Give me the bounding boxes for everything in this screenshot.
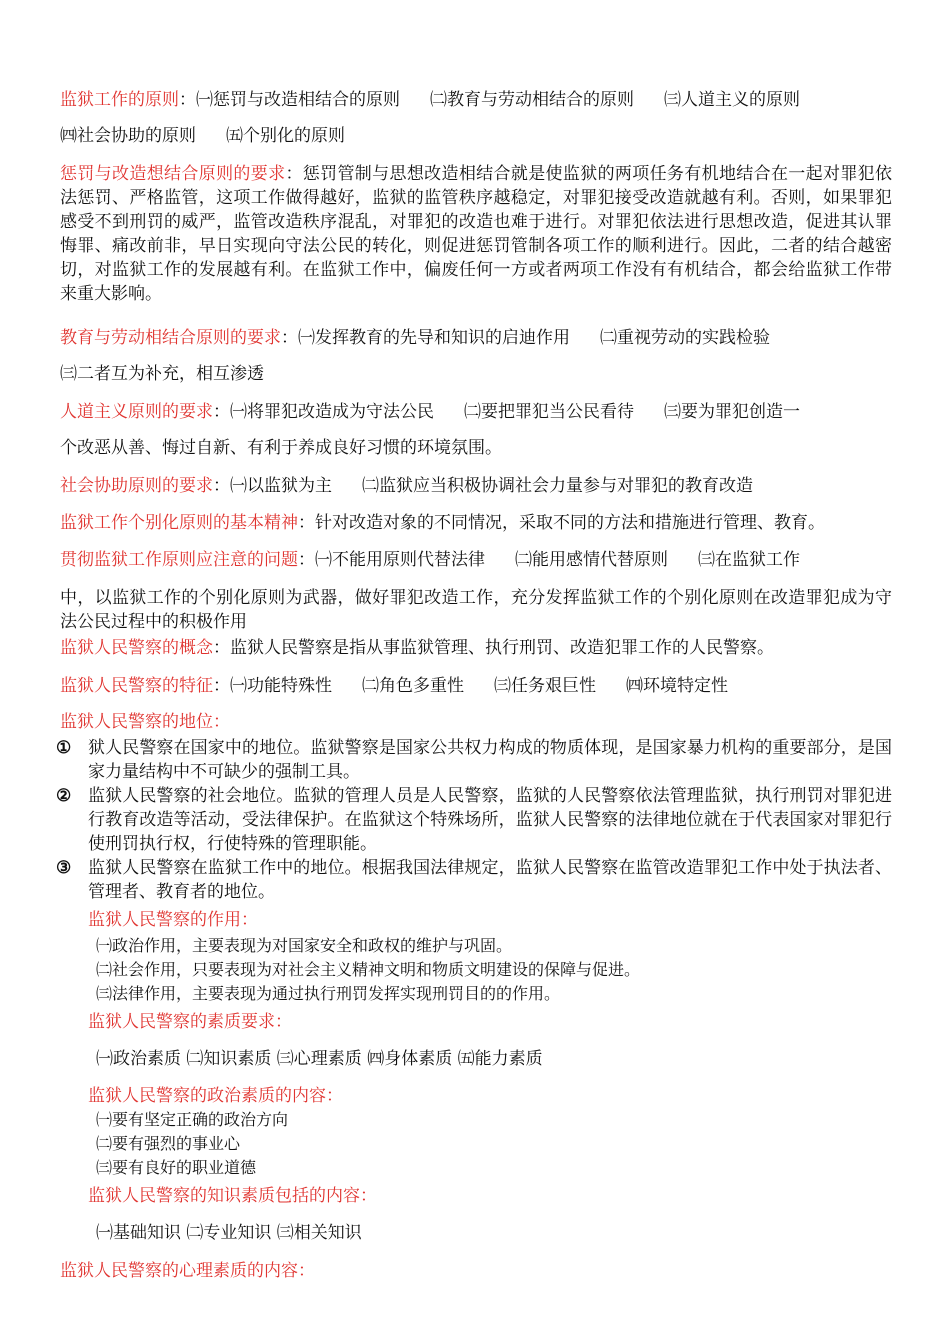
edu-labor-item: ㈠发挥教育的先导和知识的启迪作用 bbox=[298, 328, 570, 348]
political-list bbox=[96, 1108, 896, 1180]
concept-body: 监狱人民警察是指从事监狱管理、执行刑罚、改造犯罪工作的人民警察。 bbox=[230, 638, 774, 658]
role-list bbox=[96, 934, 896, 1006]
humanism-item: ㈢要为罪犯创造一 bbox=[664, 402, 800, 422]
feature-item: ㈣环境特定性 bbox=[626, 676, 728, 696]
features-title: 监狱人民警察的特征 bbox=[60, 676, 213, 696]
humanism-continuation: 个改恶从善、悔过自新、有利于养成良好习惯的环境氛围。 bbox=[60, 438, 502, 458]
status-list bbox=[56, 736, 892, 904]
knowledge-title: 监狱人民警察的知识素质包括的内容： bbox=[88, 1186, 377, 1206]
social-section: 社会协助原则的要求：㈠以监狱为主 ㈡监狱应当积极协调社会力量参与对罪犯的教育改造 bbox=[60, 476, 753, 496]
role-title: 监狱人民警察的作用： bbox=[88, 910, 258, 930]
individual-title: 监狱工作个别化原则的基本精神 bbox=[60, 513, 298, 533]
psych-title: 监狱人民警察的心理素质的内容： bbox=[60, 1261, 315, 1281]
punish-reform-section: 惩罚与改造想结合原则的要求：惩罚管制与思想改造相结合就是使监狱的两项任务有机地结合在一起对罪犯依法惩罚、严格监管，这项工作做得越好，监狱的监管秩序越稳定，对罪犯接受改造就越有利。否则，如果罪犯感受不到刑罚的威严，监管改造秩序混乱，对罪犯的改造也难于进行。对罪犯依法进行思想改造，促进其认罪悔罪、痛改前非，早日实现向守法公民的转化，则促进惩罚管制各项工作的顺利进行。因此，二者的结合越密切，对监狱工作的发展越有利。在监狱工作中，偏废任何一方或者两项工作没有有机结合，都会给监狱工作带来重大影响。 bbox=[60, 164, 893, 304]
edu-labor-item: ㈢二者互为补充，相互渗透 bbox=[60, 364, 264, 384]
attention-title: 贯彻监狱工作原则应注意的问题 bbox=[60, 550, 298, 570]
principles-line-1: 监狱工作的原则：㈠惩罚与改造相结合的原则 ㈡教育与劳动相结合的原则 ㈢人道主义的原则 bbox=[60, 90, 800, 110]
list-item: ㈡要有强烈的事业心 bbox=[96, 1134, 241, 1153]
individual-body: 针对改造对象的不同情况，采取不同的方法和措施进行管理、教育。 bbox=[315, 513, 825, 533]
principle-item: ㈣社会协助的原则 bbox=[60, 126, 196, 146]
list-item: ② 监狱人民警察的社会地位。监狱的管理人员是人民警察，监狱的人民警察依法管理监狱，执行刑罚对罪犯进行教育改造等活动，受法律保护。在监狱这个特殊场所，监狱人民警察的法律地位就在于代表国家对罪犯行使刑罚执行权，行使特殊的管理职能。 bbox=[56, 786, 892, 854]
punish-reform-title: 惩罚与改造想结合原则的要求 bbox=[60, 164, 286, 184]
edu-labor-title: 教育与劳动相结合原则的要求 bbox=[60, 328, 281, 348]
humanism-item: ㈠将罪犯改造成为守法公民 bbox=[230, 402, 434, 422]
principles-line-2 bbox=[60, 118, 892, 154]
principle-item: ㈡教育与劳动相结合的原则 bbox=[430, 90, 634, 110]
knowledge-line: ㈠基础知识 ㈡专业知识 ㈢相关知识 bbox=[96, 1223, 362, 1243]
edu-labor-item: ㈡重视劳动的实践检验 bbox=[600, 328, 770, 348]
attention-continuation: 中，以监狱工作的个别化原则为武器，做好罪犯改造工作，充分发挥监狱工作的个别化原则在改造罪犯成为守法公民过程中的积极作用 bbox=[60, 588, 892, 632]
social-item: ㈠以监狱为主 bbox=[230, 476, 332, 496]
list-item: ③ 监狱人民警察在监狱工作中的地位。根据我国法律规定，监狱人民警察在监管改造罪犯工作中处于执法者、管理者、教育者的地位。 bbox=[56, 858, 892, 902]
feature-item: ㈢任务艰巨性 bbox=[494, 676, 596, 696]
feature-item: ㈡角色多重性 bbox=[362, 676, 464, 696]
feature-item: ㈠功能特殊性 bbox=[230, 676, 332, 696]
attention-item: ㈢在监狱工作 bbox=[698, 550, 800, 570]
principle-item: ㈠惩罚与改造相结合的原则 bbox=[196, 90, 400, 110]
list-item: ㈠政治作用，主要表现为对国家安全和政权的维护与巩固。 bbox=[96, 936, 513, 955]
list-item: ㈡社会作用，只要表现为对社会主义精神文明和物质文明建设的保障与促进。 bbox=[96, 960, 641, 979]
individual-section: 监狱工作个别化原则的基本精神：针对改造对象的不同情况，采取不同的方法和措施进行管理、教育。 bbox=[60, 513, 825, 533]
principle-item: ㈢人道主义的原则 bbox=[664, 90, 800, 110]
principle-item: ㈤个别化的原则 bbox=[226, 126, 345, 146]
list-item: ① 狱人民警察在国家中的地位。监狱警察是国家公共权力构成的物质体现，是国家暴力机构的重要部分，是国家力量结构中不可缺少的强制工具。 bbox=[56, 738, 892, 782]
concept-section: 监狱人民警察的概念：监狱人民警察是指从事监狱管理、执行刑罚、改造犯罪工作的人民警察。 bbox=[60, 638, 774, 658]
political-title: 监狱人民警察的政治素质的内容： bbox=[88, 1086, 343, 1106]
concept-title: 监狱人民警察的概念 bbox=[60, 638, 213, 658]
edu-labor-section: 教育与劳动相结合原则的要求：㈠发挥教育的先导和知识的启迪作用 ㈡重视劳动的实践检验 ㈢二者互为补充，相互渗透 bbox=[60, 320, 892, 392]
principles-title: 监狱工作的原则 bbox=[60, 90, 179, 110]
humanism-section: 人道主义原则的要求：㈠将罪犯改造成为守法公民 ㈡要把罪犯当公民看待 ㈢要为罪犯创造一 个改恶从善、悔过自新、有利于养成良好习惯的环境氛围。 bbox=[60, 394, 892, 466]
list-item: ㈠要有坚定正确的政治方向 bbox=[96, 1110, 289, 1129]
social-item: ㈡监狱应当积极协调社会力量参与对罪犯的教育改造 bbox=[362, 476, 753, 496]
list-item: ㈢要有良好的职业道德 bbox=[96, 1158, 257, 1177]
humanism-item: ㈡要把罪犯当公民看待 bbox=[464, 402, 634, 422]
list-item: ㈢法律作用，主要表现为通过执行刑罚发挥实现刑罚目的的作用。 bbox=[96, 984, 561, 1003]
quality-title: 监狱人民警察的素质要求： bbox=[88, 1012, 292, 1032]
status-title: 监狱人民警察的地位： bbox=[60, 712, 230, 732]
principles-section bbox=[60, 82, 892, 154]
attention-section: 贯彻监狱工作原则应注意的问题：㈠不能用原则代替法律 ㈡能用感情代替原则 ㈢在监狱工作 bbox=[60, 550, 800, 570]
humanism-title: 人道主义原则的要求 bbox=[60, 402, 213, 422]
attention-item: ㈡能用感情代替原则 bbox=[515, 550, 668, 570]
punish-reform-body: 惩罚管制与思想改造相结合就是使监狱的两项任务有机地结合在一起对罪犯依法惩罚、严格监管，这项工作做得越好，监狱的监管秩序越稳定，对罪犯接受改造就越有利。否则，如果罪犯感受不到刑罚的威严，监管改造秩序混乱，对罪犯的改造也难于进行。对罪犯依法进行思想改造，促进其认罪悔罪、痛改前非，早日实现向守法公民的转化，则促进惩罚管制各项工作的顺利进行。因此，二者的结合越密切，对监狱工作的发展越有利。在监狱工作中，偏废任何一方或者两项工作没有有机结合，都会给监狱工作带来重大影响。 bbox=[60, 164, 893, 304]
features-section: 监狱人民警察的特征：㈠功能特殊性 ㈡角色多重性 ㈢任务艰巨性 ㈣环境特定性 bbox=[60, 676, 728, 696]
social-title: 社会协助原则的要求 bbox=[60, 476, 213, 496]
quality-line: ㈠政治素质 ㈡知识素质 ㈢心理素质 ㈣身体素质 ㈤能力素质 bbox=[96, 1049, 543, 1069]
attention-item: ㈠不能用原则代替法律 bbox=[315, 550, 485, 570]
